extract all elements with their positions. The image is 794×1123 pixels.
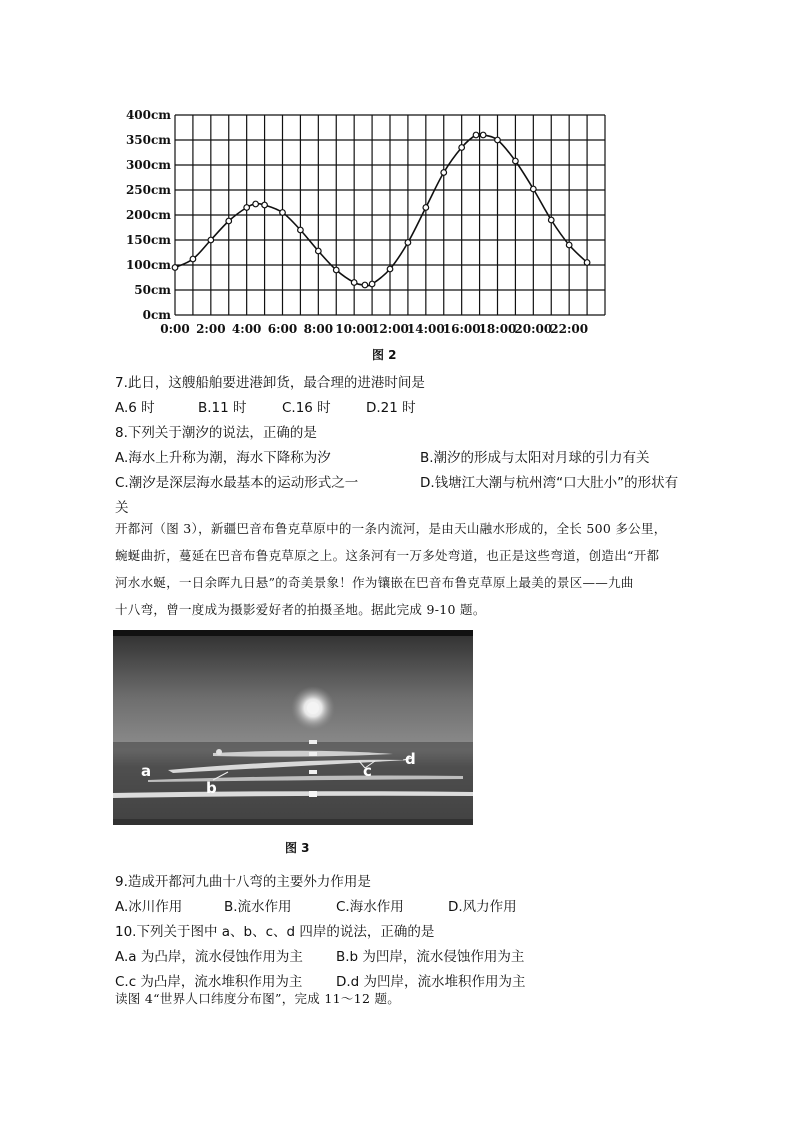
x-tick-label: 8:00: [303, 322, 334, 336]
tide-height-chart: [110, 105, 620, 340]
figure-2-caption: 图 2: [372, 348, 397, 362]
data-point: [405, 240, 411, 246]
data-point: [387, 266, 393, 272]
y-tick-label: 0cm: [142, 308, 171, 322]
data-point: [253, 201, 259, 207]
q10-option-d: D.d 为凹岸，流水堆积作用为主: [336, 974, 526, 990]
y-tick-label: 250cm: [125, 183, 171, 197]
tide-curve: [175, 134, 587, 286]
data-point: [566, 242, 572, 248]
data-point: [495, 137, 501, 143]
y-tick-label: 150cm: [125, 233, 171, 247]
q10-option-b: B.b 为凹岸，流水侵蚀作用为主: [336, 949, 525, 965]
data-point: [584, 260, 590, 266]
passage-line-1: 开都河（图 3），新疆巴音布鲁克草原中的一条内流河，是由天山融水形成的，全长 500 多公里，: [115, 521, 667, 536]
q9-option-c: C.海水作用: [336, 899, 404, 915]
data-point: [531, 186, 537, 192]
x-tick-label: 6:00: [267, 322, 298, 336]
q7-stem: 7.此日，这艘船舶要进港卸货，最合理的进港时间是: [115, 375, 425, 391]
q8-stem: 8.下列关于潮汐的说法，正确的是: [115, 425, 317, 441]
x-tick-label: 4:00: [231, 322, 262, 336]
y-tick-label: 200cm: [125, 208, 171, 222]
q9-option-a: A.冰川作用: [115, 899, 183, 915]
x-tick-label: 22:00: [550, 322, 589, 336]
data-point: [441, 170, 447, 176]
q9-option-d: D.风力作用: [448, 899, 517, 915]
data-point: [423, 205, 429, 211]
q8-option-d-continued: 关: [115, 500, 129, 516]
y-tick-label: 50cm: [134, 283, 171, 297]
data-point: [513, 158, 519, 164]
x-axis-ticks: [160, 322, 588, 336]
x-tick-label: 12:00: [371, 322, 409, 336]
y-tick-label: 350cm: [125, 133, 171, 147]
passage-line-4: 十八弯，曾一度成为摄影爱好者的拍摄圣地。据此完成 9-10 题。: [115, 602, 486, 617]
x-tick-label: 10:00: [335, 322, 374, 336]
q8-option-d: D.钱塘江大潮与杭州湾“口大肚小”的形状有: [420, 475, 679, 491]
data-point: [172, 265, 178, 271]
passage-line-2: 蜿蜒曲折，蔓延在巴音布鲁克草原之上。这条河有一万多处弯道，也正是这些弯道，创造出“开都: [115, 548, 660, 563]
label-d: d: [405, 750, 416, 768]
y-axis-ticks: [126, 108, 171, 322]
q8-option-b: B.潮汐的形成与太阳对月球的引力有关: [420, 450, 650, 466]
x-tick-label: 2:00: [196, 322, 226, 336]
data-point: [316, 248, 322, 254]
instruction-figure-4: 读图 4“世界人口纬度分布图”，完成 11～12 题。: [115, 991, 401, 1006]
q9-stem: 9.造成开都河九曲十八弯的主要外力作用是: [115, 874, 371, 890]
q10-stem: 10.下列关于图中 a、b、c、d 四岸的说法，正确的是: [115, 924, 435, 940]
label-c: c: [363, 762, 372, 780]
data-point: [208, 237, 214, 243]
q7-option-c: C.16 时: [282, 400, 331, 416]
x-tick-label: 14:00: [406, 322, 445, 336]
x-tick-label: 16:00: [442, 322, 481, 336]
label-b: b: [206, 779, 217, 797]
data-point: [369, 281, 375, 287]
y-tick-label: 100cm: [125, 258, 171, 272]
y-tick-label: 400cm: [125, 108, 171, 122]
x-tick-label: 0:00: [160, 322, 190, 336]
data-point: [548, 217, 554, 223]
chart-grid: [175, 115, 605, 315]
q7-option-b: B.11 时: [198, 400, 247, 416]
passage-line-3: 河水水蜒，一日余晖九日悬”的奇美景象！作为镶嵌在巴音布鲁克草原上最美的景区——九曲: [115, 575, 634, 590]
data-point: [298, 227, 304, 233]
q8-option-c: C.潮汐是深层海水最基本的运动形式之一: [115, 475, 359, 491]
data-point: [362, 282, 368, 288]
data-point: [244, 205, 250, 211]
data-point: [459, 145, 465, 151]
q9-option-b: B.流水作用: [224, 899, 292, 915]
kaidu-river-photo: [113, 630, 473, 825]
label-a: a: [141, 762, 152, 780]
data-point: [473, 132, 479, 138]
q7-option-d: D.21 时: [366, 400, 416, 416]
q8-option-a: A.海水上升称为潮，海水下降称为汐: [115, 450, 331, 466]
x-tick-label: 20:00: [514, 322, 553, 336]
passage-kaidu-river: [115, 515, 715, 623]
x-tick-label: 18:00: [478, 322, 517, 336]
data-point: [480, 132, 486, 138]
q10-option-a: A.a 为凸岸，流水侵蚀作用为主: [115, 949, 303, 965]
data-point: [280, 210, 286, 216]
y-tick-label: 300cm: [125, 158, 171, 172]
q10-option-c: C.c 为凸岸，流水堆积作用为主: [115, 974, 303, 990]
figure-3-caption: 图 3: [285, 841, 310, 855]
data-point: [226, 218, 232, 224]
data-point: [351, 280, 357, 286]
data-point: [190, 256, 196, 262]
data-point: [333, 267, 339, 273]
q7-option-a: A.6 时: [115, 400, 155, 416]
data-point: [262, 202, 268, 208]
